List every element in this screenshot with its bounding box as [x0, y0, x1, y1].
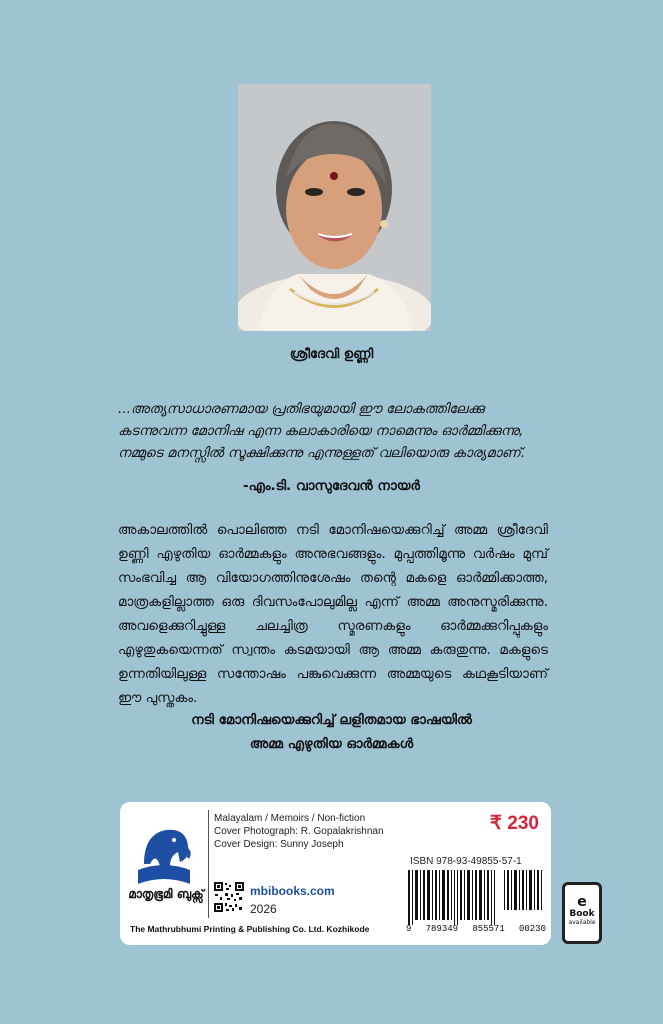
barcode-digit-group: 00230 [518, 924, 546, 934]
cover-photograph-credit: Cover Photograph: R. Gopalakrishnan [214, 826, 384, 837]
price: ₹ 230 [489, 813, 539, 834]
book-blurb: അകാലത്തിൽ പൊലിഞ്ഞ നടി മോനിഷയെക്കുറിച്ച് അമ്മ ശ്രീദേവി ഉണ്ണി എഴുതിയ ഓർമ്മകളും അനുഭവങ്ങളും. മുപ്പത്തിമൂന്നു വർഷം മുമ്പ് സംഭവിച്ച ആ വിയോഗത്തിനുശേഷം തന്റെ മകളെ ഓർമ്മിക്കാത്ത, മാത്രകളില്ലാത്ത ഒരു ദിവസംപോലുമില്ല എന്ന് അമ്മ അനുസ്മരിക്കുന്നു. അവളെക്കുറിച്ചുള്ള ചലച്ചിത്ര സ്മരണകളും ഓർമ്മക്കുറിപ്പുകളും എഴുതുകയെന്നത് സ്വന്തം കടമയായി ആ അമ്മ കരുതുന്നു. മകളുടെ ഉന്നതിയിലുള്ള സന്തോഷം പങ്കുവെക്കുന്ന അമ്മയുടെ കഥകൂടിയാണ് ഈ പുസ്തകം. [118, 522, 548, 706]
genre: Malayalam / Memoirs / Non-fiction [214, 813, 366, 824]
quote-line: കടന്നുവന്ന മോനിഷ എന്ന കലാകാരിയെ നാമെന്നും ഓർമ്മിക്കുന്നു, [118, 423, 524, 439]
barcode-icon [408, 870, 544, 925]
ebook-available-badge [562, 882, 602, 944]
tagline [0, 708, 663, 756]
cover-design-credit: Cover Design: Sunny Joseph [214, 839, 344, 850]
quote-line: നമ്മുടെ മനസ്സിൽ സൂക്ഷിക്കുന്നു എന്നുള്ളത് വലിയൊരു കാര്യമാണ്. [118, 445, 526, 461]
divider [208, 810, 209, 918]
book-meta [214, 812, 384, 851]
ebook-book: Book [569, 909, 595, 919]
author-photo [238, 84, 431, 331]
isbn: ISBN 978-93-49855-57-1 [410, 856, 522, 867]
publisher-full-name: The Mathrubhumi Printing & Publishing Co. Ltd. Kozhikode [130, 924, 370, 934]
quote-author: -എം.ടി. വാസുദേവൻ നായർ [243, 478, 420, 494]
info-panel [120, 802, 551, 945]
tagline-line: നടി മോനിഷയെക്കുറിച്ച് ലളിതമായ ഭാഷയിൽ [191, 712, 472, 728]
tagline-line: അമ്മ എഴുതിയ ഓർമ്മകൾ [249, 736, 414, 752]
barcode-digits [406, 924, 546, 934]
ebook-available: available [568, 919, 596, 926]
ebook-e: e [577, 894, 587, 910]
qr-code-icon [214, 882, 244, 912]
publisher-logo-text: മാതൃഭൂമി ബുക്സ് [128, 887, 204, 901]
quote [118, 398, 598, 464]
barcode-digit-group: 855571 [472, 924, 505, 934]
website-link[interactable]: mbibooks.com [250, 884, 335, 898]
author-name-caption: ശ്രീദേവി ഉണ്ണി [289, 347, 374, 362]
barcode-digit-group: 9 [406, 924, 412, 934]
publication-year: 2026 [250, 902, 277, 916]
barcode-digit-group: 789349 [425, 924, 459, 934]
elephant-book-logo-icon [130, 812, 198, 892]
quote-line: ...അത്യസാധാരണമായ പ്രതിഭയുമായി ഈ ലോകത്തിലേക്കു [118, 401, 485, 417]
